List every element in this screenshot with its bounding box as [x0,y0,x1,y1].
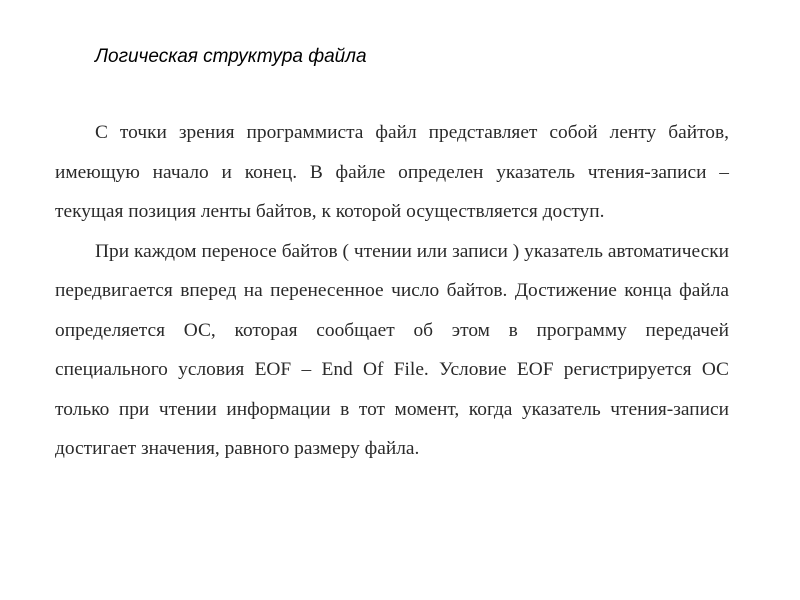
body-text [55,113,729,469]
page-title: Логическая структура файла [95,46,367,67]
paragraph: С точки зрения программиста файл представляет собой ленту байтов, имеющую начало и конец. В файле определен указатель чтения-записи – текущая позиция ленты байтов, к которой осуществляется доступ. [55,122,729,222]
paragraph: При каждом переносе байтов ( чтении или записи ) указатель автоматически передвигается вперед на перенесенное число байтов. Достижение конца файла определяется ОС, которая сообщает об этом в программу передачей специального условия EOF – End Of File. Условие EOF регистрируется ОС только при чтении информации в тот момент, когда указатель чтения-записи достигает значения, равного размеру файла. [55,240,729,459]
